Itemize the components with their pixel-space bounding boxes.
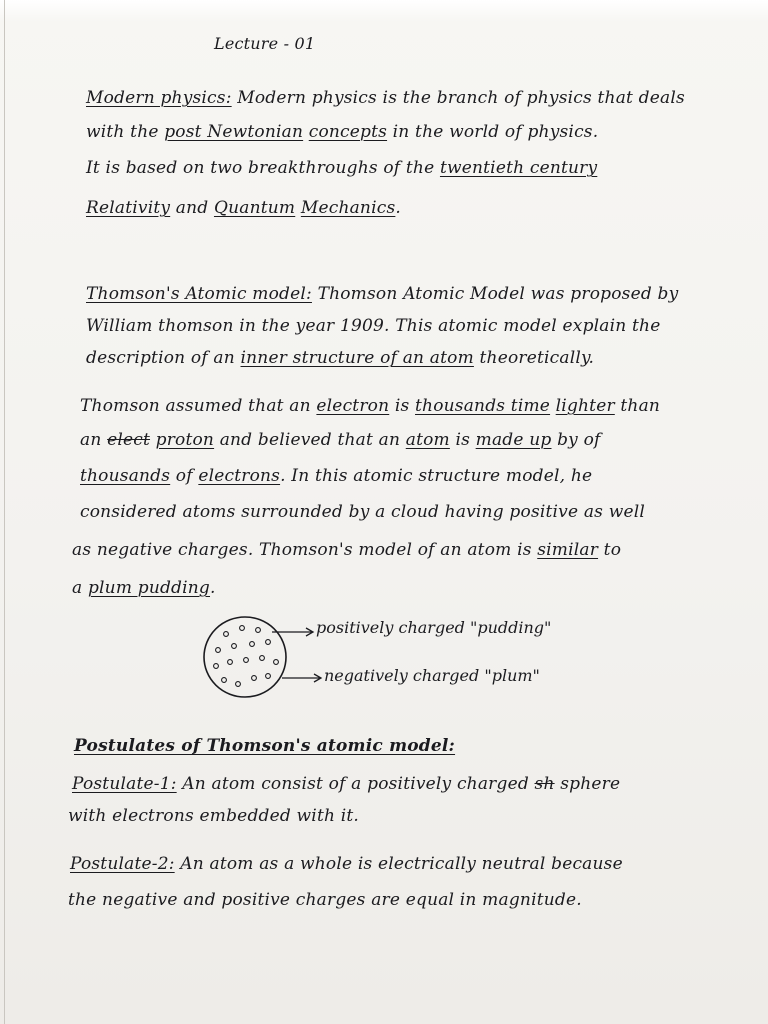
para3-text: a: [72, 578, 88, 598]
thousands-word: thousands: [80, 466, 171, 486]
postulate2-line2: [68, 890, 582, 910]
para1-text: in the world of physics.: [387, 122, 599, 142]
page-margin-line: [4, 0, 5, 1024]
modern-physics-term: Modern physics:: [86, 88, 232, 108]
postulate2-term: Postulate-2:: [70, 854, 175, 874]
para3-text: by of: [551, 430, 601, 450]
similar-word: similar: [537, 540, 599, 560]
electron-word: electron: [316, 396, 390, 416]
para3-line5: [72, 540, 621, 560]
para3-text: .: [210, 578, 216, 598]
lighter-word: lighter: [555, 396, 615, 416]
postulate1-term: Postulate-1:: [72, 774, 177, 794]
struck-out-word: elect: [107, 430, 151, 450]
mechanics-word: Mechanics: [300, 198, 396, 218]
postulate1-line1: [72, 774, 620, 794]
para3-text: than: [614, 396, 661, 416]
proton-word: proton: [155, 430, 215, 450]
para3-text: to: [598, 540, 622, 560]
twentieth-century-phrase: twentieth century: [439, 158, 598, 178]
para3-line1: [80, 396, 660, 416]
para3-line2: [80, 430, 601, 450]
para1-text: with the: [86, 122, 165, 142]
para2-line3: [86, 348, 594, 368]
pudding-label: positively charged "pudding": [316, 618, 552, 637]
postulate2-text: An atom as a whole is electrically neutral because: [174, 854, 623, 874]
para1-line1: [86, 88, 685, 108]
para3-text: is: [449, 430, 476, 450]
quantum-word: Quantum: [213, 198, 296, 218]
para1-line1-text: Modern physics is the branch of physics that deals: [237, 88, 685, 108]
para3-text: an: [80, 430, 108, 450]
electron-plums: [214, 626, 279, 687]
para1-text: and: [170, 198, 214, 218]
post-newtonian-phrase: post Newtonian: [164, 122, 304, 142]
struck-out-word: sh: [534, 774, 555, 794]
para1-text: .: [395, 198, 401, 218]
para2-line1-text: Thomson Atomic Model was proposed by: [317, 284, 679, 304]
postulate1-line2: [68, 806, 359, 826]
para3-line3: [80, 466, 592, 486]
para3-text: and believed that an: [214, 430, 406, 450]
page-top-edge: [0, 0, 768, 22]
para1-line2: [86, 122, 598, 142]
electrons-word: electrons: [198, 466, 281, 486]
para2-text: description of an: [86, 348, 241, 368]
para1-line4: [86, 198, 401, 218]
para2-text: theoretically.: [473, 348, 595, 368]
postulates-heading-text: Postulates of Thomson's atomic model:: [74, 736, 456, 756]
para3-line6: [72, 578, 216, 598]
plum-pudding-diagram: [200, 612, 620, 702]
made-up-phrase: made up: [475, 430, 552, 450]
plum-pudding-phrase: plum pudding: [87, 578, 211, 598]
para3-text: as negative charges. Thomson's model of an atom is: [72, 540, 538, 560]
postulate2-line1: [70, 854, 623, 874]
para3-text: of: [170, 466, 199, 486]
page-title: [214, 34, 315, 53]
para2-line1: [86, 284, 678, 304]
para3-text: Thomson assumed that an: [80, 396, 317, 416]
plum-label: negatively charged "plum": [324, 666, 540, 685]
para3-text: is: [389, 396, 416, 416]
para2-line2-text: William thomson in the year 1909. This atomic model explain the: [86, 316, 661, 336]
thousands-time-phrase: thousands time: [415, 396, 551, 416]
atom-word: atom: [405, 430, 450, 450]
inner-structure-phrase: inner structure of an atom: [240, 348, 474, 368]
pudding-sphere: [204, 617, 286, 697]
postulate1-text: sphere: [554, 774, 621, 794]
thomson-atomic-model-term: Thomson's Atomic model:: [86, 284, 312, 304]
para1-text: It is based on two breakthroughs of the: [86, 158, 440, 178]
para3-line4-text: considered atoms surrounded by a cloud having positive as well: [80, 502, 645, 522]
para3-text: . In this atomic structure model, he: [280, 466, 593, 486]
para3-line4: [80, 502, 645, 522]
para1-line3: [86, 158, 597, 178]
relativity-word: Relativity: [86, 198, 171, 218]
postulate1-text: An atom consist of a positively charged: [176, 774, 535, 794]
concepts-word: concepts: [308, 122, 388, 142]
postulate2-line2-text: the negative and positive charges are equal in magnitude.: [68, 890, 582, 910]
para2-line2: [86, 316, 660, 336]
postulate1-line2-text: with electrons embedded with it.: [68, 806, 360, 826]
page-title-text: Lecture - 01: [214, 34, 316, 53]
postulates-heading: [74, 736, 455, 756]
